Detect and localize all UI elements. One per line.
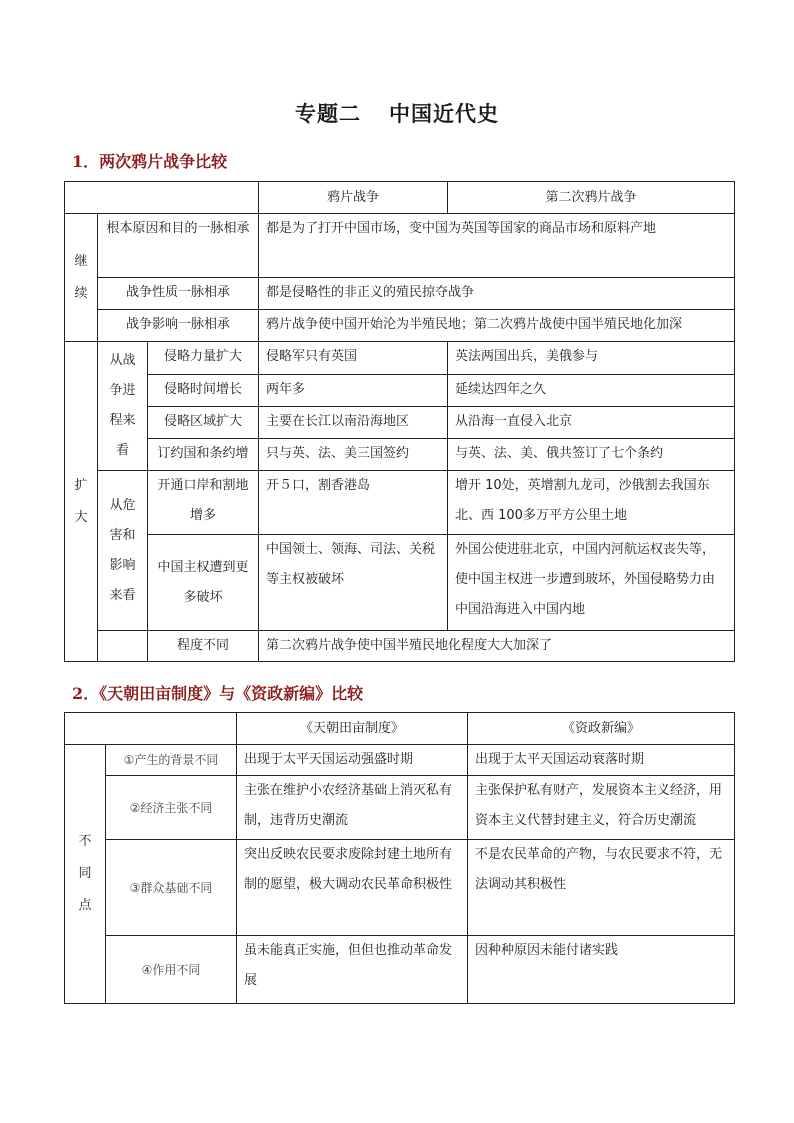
second-war-cell: 增开 10处，英增割九龙司，沙俄割去我国东北、西 100多万平方公里土地: [448, 471, 735, 535]
second-war-cell: 与英、法、美、俄共签订了七个条约: [448, 439, 735, 471]
row-label: 开通口岸和割地增多: [148, 471, 259, 535]
zizheng-cell: 不是农民革命的产物，与农民要求不符，无法调动其积极性: [468, 840, 735, 936]
row-label: 中国主权遭到更多破坏: [148, 535, 259, 631]
group-label-differences: 不 同 点: [65, 745, 106, 1004]
zizheng-cell: 因种种原因未能付诸实践: [468, 936, 735, 1004]
taiping-documents-comparison-table: [64, 712, 735, 1004]
header-empty-cell: [65, 713, 237, 745]
opium-war-comparison-table: [64, 181, 735, 662]
subgroup-empty-cell: [98, 631, 148, 662]
row-label: 侵略区域扩大: [148, 407, 259, 439]
header-empty-cell: [65, 182, 259, 214]
row-content: 鸦片战争使中国开始沦为半殖民地；第二次鸦片战使中国半殖民地化加深: [259, 310, 735, 342]
subgroup-label-harm-impact: 从危害和影响来看: [98, 471, 148, 631]
first-war-cell: 开５口，割香港岛: [259, 471, 448, 535]
tianchao-cell: 虽未能真正实施，但但也推动革命发展: [237, 936, 468, 1004]
row-label: 侵略时间增长: [148, 375, 259, 407]
tianchao-cell: 突出反映农民要求废除封建土地所有制的愿望，极大调动农民革命积极性: [237, 840, 468, 936]
zizheng-cell: 主张保护私有财产，发展资本主义经济，用资本主义代替封建主义，符合历史潮流: [468, 776, 735, 840]
second-war-cell: 延续达四年之久: [448, 375, 735, 407]
row-content: 都是侵略性的非正义的殖民掠夺战争: [259, 278, 735, 310]
first-war-cell: 侵略军只有英国: [259, 342, 448, 375]
tianchao-cell: 出现于太平天国运动强盛时期: [237, 745, 468, 776]
second-war-cell: 外国公使进驻北京，中国内河航运权丧失等，使中国主权进一步遭到玻坏，外国侵略势力由中国沿海进入中国内地: [448, 535, 735, 631]
group-label-inherit: 继 续: [65, 214, 98, 342]
row-label: ①产生的背景不同: [106, 745, 237, 776]
column-header-first-war: 鸦片战争: [259, 182, 448, 214]
first-war-cell: 主要在长江以南沿海地区: [259, 407, 448, 439]
row-content: 都是为了打开中国市场，变中国为英国等国家的商品市场和原料产地: [259, 214, 735, 278]
first-war-cell: 中国领土、领海、司法、关税等主权被破坏: [259, 535, 448, 631]
row-label: 战争性质一脉相承: [98, 278, 259, 310]
row-label: 侵略力量扩大: [148, 342, 259, 375]
row-label: ③群众基础不同: [106, 840, 237, 936]
column-header-second-war: 第二次鸦片战争: [448, 182, 735, 214]
section-1-heading: 1．两次鸦片战争比较: [72, 152, 228, 171]
title-part-1: 专题二: [295, 101, 361, 126]
row-content: 第二次鸦片战争使中国半殖民地化程度大大加深了: [259, 631, 735, 662]
subgroup-label-war-process: 从战争进程来看: [98, 342, 148, 471]
zizheng-cell: 出现于太平天国运动衰落时期: [468, 745, 735, 776]
title-part-2: 中国近代史: [389, 101, 499, 126]
row-label: 程度不同: [148, 631, 259, 662]
section-2-heading: 2．《天朝田亩制度》与《资政新编》比较: [72, 684, 364, 703]
row-label: ④作用不同: [106, 936, 237, 1004]
row-label: 根本原因和目的一脉相承: [98, 214, 259, 278]
group-label-expand: 扩 大: [65, 342, 98, 662]
first-war-cell: 只与英、法、美三国签约: [259, 439, 448, 471]
column-header-zizheng: 《资政新编》: [468, 713, 735, 745]
row-label: 战争影响一脉相承: [98, 310, 259, 342]
row-label: ②经济主张不同: [106, 776, 237, 840]
column-header-tianchao: 《天朝田亩制度》: [237, 713, 468, 745]
second-war-cell: 英法两国出兵，美俄参与: [448, 342, 735, 375]
first-war-cell: 两年多: [259, 375, 448, 407]
tianchao-cell: 主张在维护小农经济基础上消灭私有制，违背历史潮流: [237, 776, 468, 840]
second-war-cell: 从沿海一直侵入北京: [448, 407, 735, 439]
row-label: 订约国和条约增: [148, 439, 259, 471]
page-title: [0, 98, 794, 128]
